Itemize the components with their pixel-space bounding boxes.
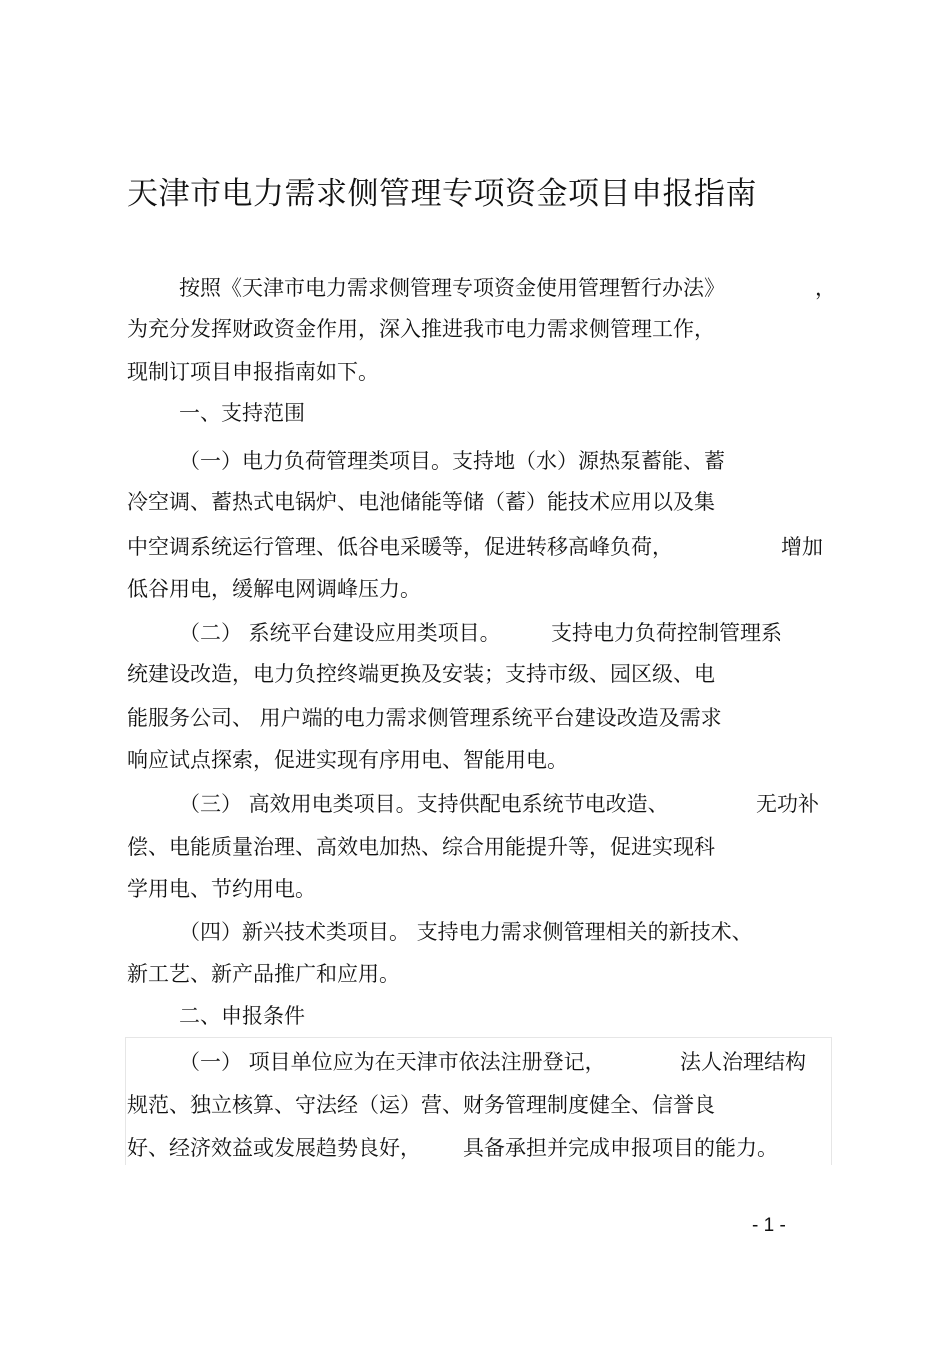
item-load-management-line-3b: 增加 [781, 535, 823, 559]
item-efficient-power-line-1b: 无功补 [756, 792, 819, 816]
item-new-technology-line-2: 新工艺、新产品推广和应用。 [127, 962, 400, 986]
item-new-technology-line-1: （四）新兴技术类项目。 支持电力需求侧管理相关的新技术、 [179, 920, 753, 944]
section-heading-support-scope: 一、支持范围 [179, 401, 305, 425]
condition-item-line-3b: 具备承担并完成申报项目的能力。 [463, 1136, 778, 1160]
condition-item-line-2: 规范、独立核算、守法经（运）营、财务管理制度健全、信誉良 [127, 1093, 715, 1117]
item-load-management-line-1: （一）电力负荷管理类项目。支持地（水）源热泵蓄能、蓄 [179, 449, 725, 473]
item-system-platform-line-3: 能服务公司、 用户端的电力需求侧管理系统平台建设改造及需求 [127, 706, 722, 730]
condition-item-line-1a: （一） 项目单位应为在天津市依法注册登记， [179, 1050, 606, 1074]
item-load-management-line-2: 冷空调、蓄热式电锅炉、电池储能等储（蓄）能技术应用以及集 [127, 490, 715, 514]
condition-item-line-1b: 法人治理结构 [680, 1050, 806, 1074]
item-efficient-power-line-3: 学用电、节约用电。 [127, 877, 316, 901]
intro-line-2: 为充分发挥财政资金作用，深入推进我市电力需求侧管理工作， [127, 317, 715, 341]
item-system-platform-line-2: 统建设改造，电力负控终端更换及安装；支持市级、园区级、电 [127, 662, 715, 686]
item-system-platform-line-1a: （二） 系统平台建设应用类项目。 [179, 621, 501, 645]
item-system-platform-line-4: 响应试点探索，促进实现有序用电、智能用电。 [127, 748, 568, 772]
document-title: 天津市电力需求侧管理专项资金项目申报指南 [127, 176, 757, 212]
item-load-management-line-4: 低谷用电，缓解电网调峰压力。 [127, 577, 421, 601]
section-heading-application-conditions: 二、申报条件 [179, 1004, 305, 1028]
item-load-management-line-3a: 中空调系统运行管理、低谷电采暖等，促进转移高峰负荷， [127, 535, 673, 559]
item-system-platform-line-1b: 支持电力负荷控制管理系 [551, 621, 782, 645]
intro-line-1b: ， [815, 276, 836, 300]
page-number: - 1 - [752, 1215, 786, 1236]
condition-item-line-3a: 好、经济效益或发展趋势良好， [127, 1136, 421, 1160]
item-efficient-power-line-2: 偿、电能质量治理、高效电加热、综合用能提升等，促进实现科 [127, 835, 715, 859]
intro-line-1a: 按照《天津市电力需求侧管理专项资金使用管理暂行办法》 [179, 276, 725, 300]
intro-line-3: 现制订项目申报指南如下。 [127, 360, 379, 384]
item-efficient-power-line-1a: （三） 高效用电类项目。支持供配电系统节电改造、 [179, 792, 669, 816]
